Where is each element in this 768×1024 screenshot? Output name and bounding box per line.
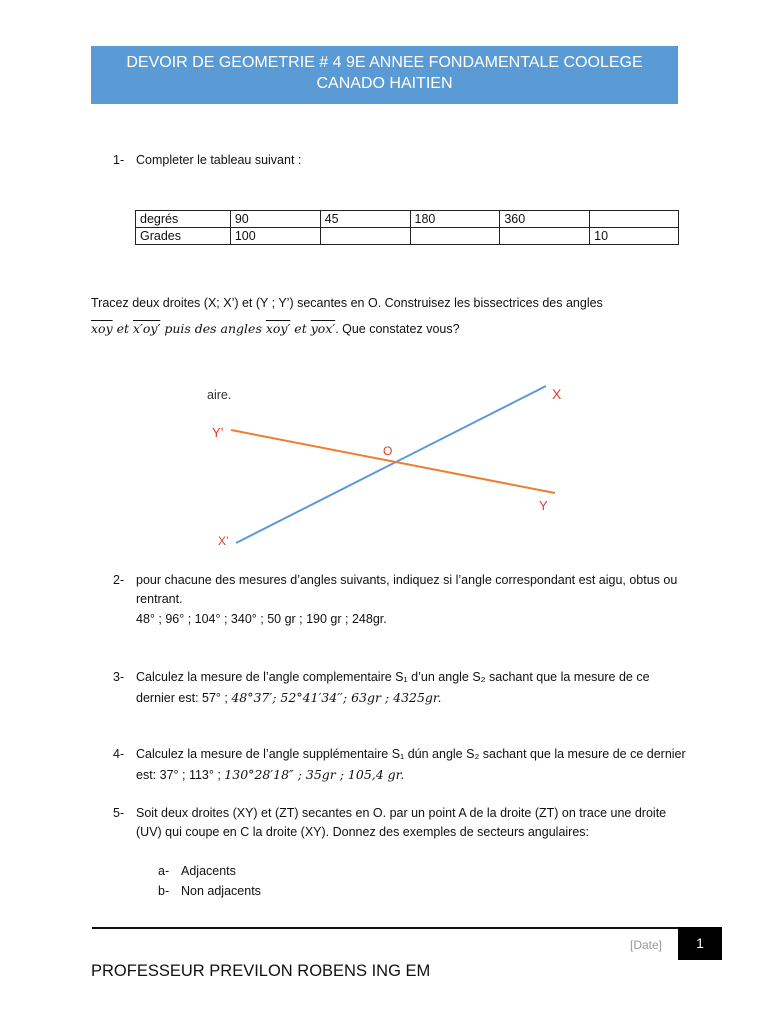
q2-line1: pour chacune des mesures d’angles suivants, indiquez si l’angle correspondant est aigu, obtus ou [136,573,678,587]
table-cell: 90 [230,211,320,228]
q4-line1: Calculez la mesure de l’angle supplémentaire S₁ dún angle S₂ sachant que la mesure de ce dernier [136,747,686,761]
math-et: et [112,321,134,336]
stray-text: aire. [207,388,232,402]
angle-xpoyp: x′oy′ [133,321,161,336]
page-number: 1 [678,927,722,960]
label-x: X [552,386,562,402]
label-o: O [383,444,393,458]
title-line-1: DEVOIR DE GEOMETRIE # 4 9E ANNEE FONDAMENTALE COOLEGE [126,54,643,71]
q5-item-b-label: Non adjacents [181,884,261,898]
line-y-yprime [231,430,555,493]
angle-xoy: $\overline{xoy}$ [91,321,113,336]
q3-line2-math: 48°37′; 52°41′34′′; 63gr ; 4325gr. [231,690,442,705]
q4-number: 4- [113,747,125,761]
table-cell: degrés [136,211,231,228]
table-cell: 10 [590,228,679,245]
footer-rule [92,927,678,929]
q5-item-a-number: a- [158,864,170,878]
question-tail: . Que constatez vous? [335,322,460,336]
table-cell: Grades [136,228,231,245]
math-et: et [290,321,311,336]
q5-item-b-number: b- [158,884,170,898]
q4-line2 [136,767,404,782]
label-x-prime: X’ [218,534,229,548]
q5-line1: Soit deux droites (XY) et (ZT) secantes en O. par un point A de la droite (ZT) on trace une droite [136,806,667,820]
q3-line2-prefix: dernier est: 57° ; [136,691,232,705]
q1-number: 1- [113,153,125,167]
q2-line3: 48° ; 96° ; 104° ; 340° ; 50 gr ; 190 gr ; 248gr. [136,612,387,626]
professor-name: PROFESSEUR PREVILON ROBENS ING EM [91,962,431,980]
line-x-xprime [236,386,546,543]
table-cell: 180 [410,211,500,228]
q1-text: Completer le tableau suivant : [136,153,302,167]
label-y-prime: Y’ [212,425,224,440]
q4-line2-math: 130°28′18″ ; 35gr ; 105,4 gr. [224,767,405,782]
q2-number: 2- [113,573,125,587]
q5-line2: (UV) qui coupe en C la droite (XY). Donnez des exemples de secteurs angulaires: [136,825,590,839]
footer-date: [Date] [630,938,663,952]
angle-xoyp: xoy′ [265,321,291,336]
label-y: Y [539,498,548,513]
q5-number: 5- [113,806,125,820]
q5-item-a-label: Adjacents [181,864,236,878]
table-cell: 45 [320,211,410,228]
math-puis: puis des angles [160,321,266,336]
q3-line2 [136,690,442,705]
q4-line2-prefix: est: 37° ; 113° ; [136,768,225,782]
table-cell: 100 [230,228,320,245]
q3-line1: Calculez la mesure de l’angle complementaire S₁ d’un angle S₂ sachant que la mesure de ce [136,670,650,684]
bisector-question-line1: Tracez deux droites (X; X’) et (Y ; Y’) secantes en O. Construisez les bissectrices des angles [91,296,603,310]
angle-yoxp: yox′ [310,321,336,336]
table-cell: 360 [500,211,590,228]
q3-number: 3- [113,670,125,684]
title-line-2: CANADO HAITIEN [316,75,453,92]
q2-line2: rentrant. [136,592,183,606]
